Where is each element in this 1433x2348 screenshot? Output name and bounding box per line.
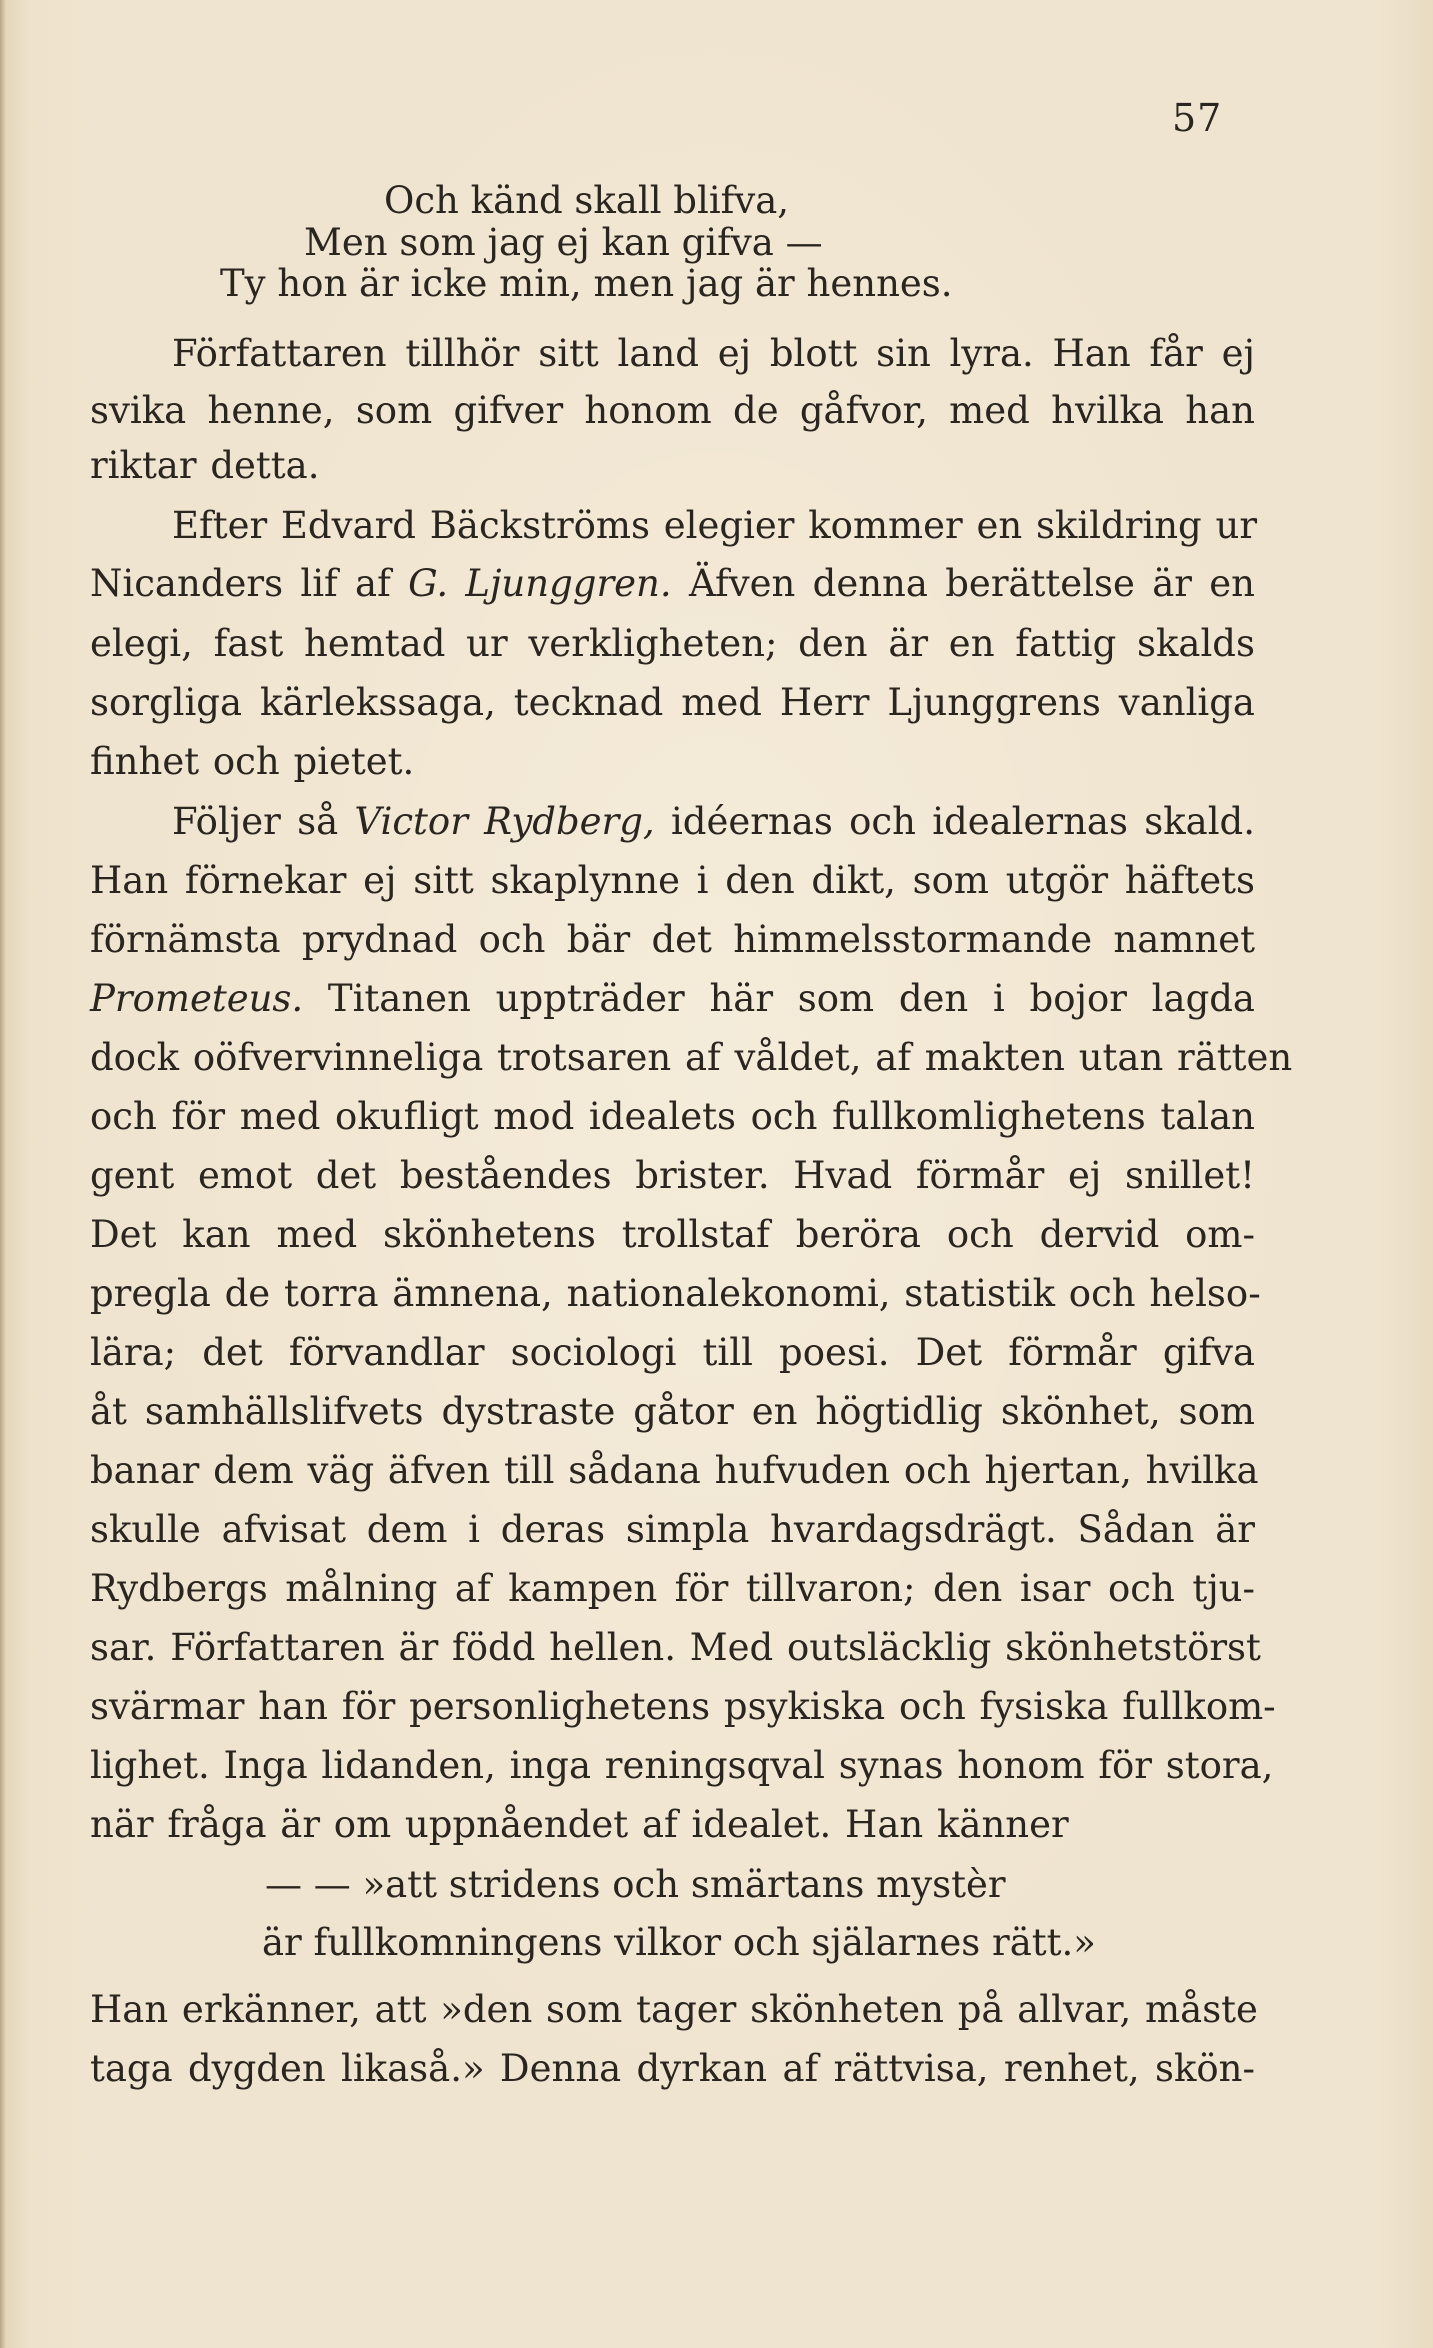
text-span: Nicanders lif af	[90, 562, 409, 605]
text-line: lära; det förvandlar sociologi till poesi. Det förmår gifva	[90, 1331, 1255, 1374]
text-line: pregla de torra ämnena, nationalekonomi, statistik och helso-	[90, 1272, 1261, 1315]
text-line	[90, 977, 1255, 1020]
text-line: Rydbergs målning af kampen för tillvaron; den isar och tju-	[90, 1567, 1255, 1610]
text-line: taga dygden likaså.» Denna dyrkan af rättvisa, renhet, skön-	[90, 2047, 1255, 2090]
text-line: Han förnekar ej sitt skaplynne i den dikt, som utgör häftets	[90, 859, 1255, 902]
poem-line-2: Men som jag ej kan gifva —	[304, 221, 823, 264]
text-line: skulle afvisat dem i deras simpla hvardagsdrägt. Sådan är	[90, 1508, 1255, 1551]
text-line: svika henne, som gifver honom de gåfvor, med hvilka han	[90, 389, 1255, 432]
text-span: Titanen uppträder här som den i bojor lagda	[303, 977, 1255, 1020]
text-line: Det kan med skönhetens trollstaf beröra och dervid om-	[90, 1213, 1255, 1256]
text-line: svärmar han för personlighetens psykiska och fysiska fullkom-	[90, 1685, 1276, 1728]
author-name-ljunggren: G. Ljunggren.	[408, 562, 672, 605]
text-line: riktar detta.	[90, 444, 320, 487]
text-span: Följer så	[172, 800, 355, 843]
text-line	[172, 800, 1255, 843]
text-span: idéernas och idealernas skald.	[654, 800, 1255, 843]
text-line: Efter Edvard Bäckströms elegier kommer en skildring ur	[172, 504, 1258, 547]
text-line: Författaren tillhör sitt land ej blott sin lyra. Han får ej	[172, 332, 1255, 375]
text-line: lighet. Inga lidanden, inga reningsqval synas honom för stora,	[90, 1744, 1274, 1787]
text-line: dock oöfvervinneliga trotsaren af våldet, af makten utan rätten	[90, 1036, 1293, 1079]
poem-line-1: Och känd skall blifva,	[384, 179, 790, 222]
text-line: när fråga är om uppnåendet af idealet. Han känner	[90, 1803, 1069, 1846]
text-line: och för med okufligt mod idealets och fullkomlighetens talan	[90, 1095, 1255, 1138]
page-gutter-shadow	[0, 0, 6, 2348]
quote-line-1: — — »att stridens och smärtans mystèr	[265, 1863, 1006, 1906]
quote-line-2: är fullkomningens vilkor och själarnes rätt.»	[262, 1921, 1096, 1964]
text-line	[90, 562, 1255, 605]
text-line: sorgliga kärlekssaga, tecknad med Herr Ljunggrens vanliga	[90, 681, 1255, 724]
text-line: åt samhällslifvets dystraste gåtor en högtidlig skönhet, som	[90, 1390, 1255, 1433]
text-span: Äfven denna berättelse är en	[671, 562, 1255, 605]
text-line: gent emot det beståendes brister. Hvad förmår ej snillet!	[90, 1154, 1255, 1197]
text-line: elegi, fast hemtad ur verkligheten; den är en fattig skalds	[90, 622, 1255, 665]
text-line: förnämsta prydnad och bär det himmelsstormande namnet	[90, 918, 1255, 961]
work-title-prometeus: Prometeus.	[90, 977, 304, 1020]
author-name-rydberg: Victor Rydberg,	[354, 800, 655, 843]
poem-line-3: Ty hon är icke min, men jag är hennes.	[220, 262, 953, 305]
text-line: sar. Författaren är född hellen. Med outsläcklig skönhetstörst	[90, 1626, 1261, 1669]
text-line: finhet och pietet.	[90, 740, 415, 783]
text-line: banar dem väg äfven till sådana hufvuden och hjertan, hvilka	[90, 1449, 1259, 1492]
page-number: 57	[1172, 96, 1223, 140]
text-line: Han erkänner, att »den som tager skönheten på allvar, måste	[90, 1988, 1258, 2031]
